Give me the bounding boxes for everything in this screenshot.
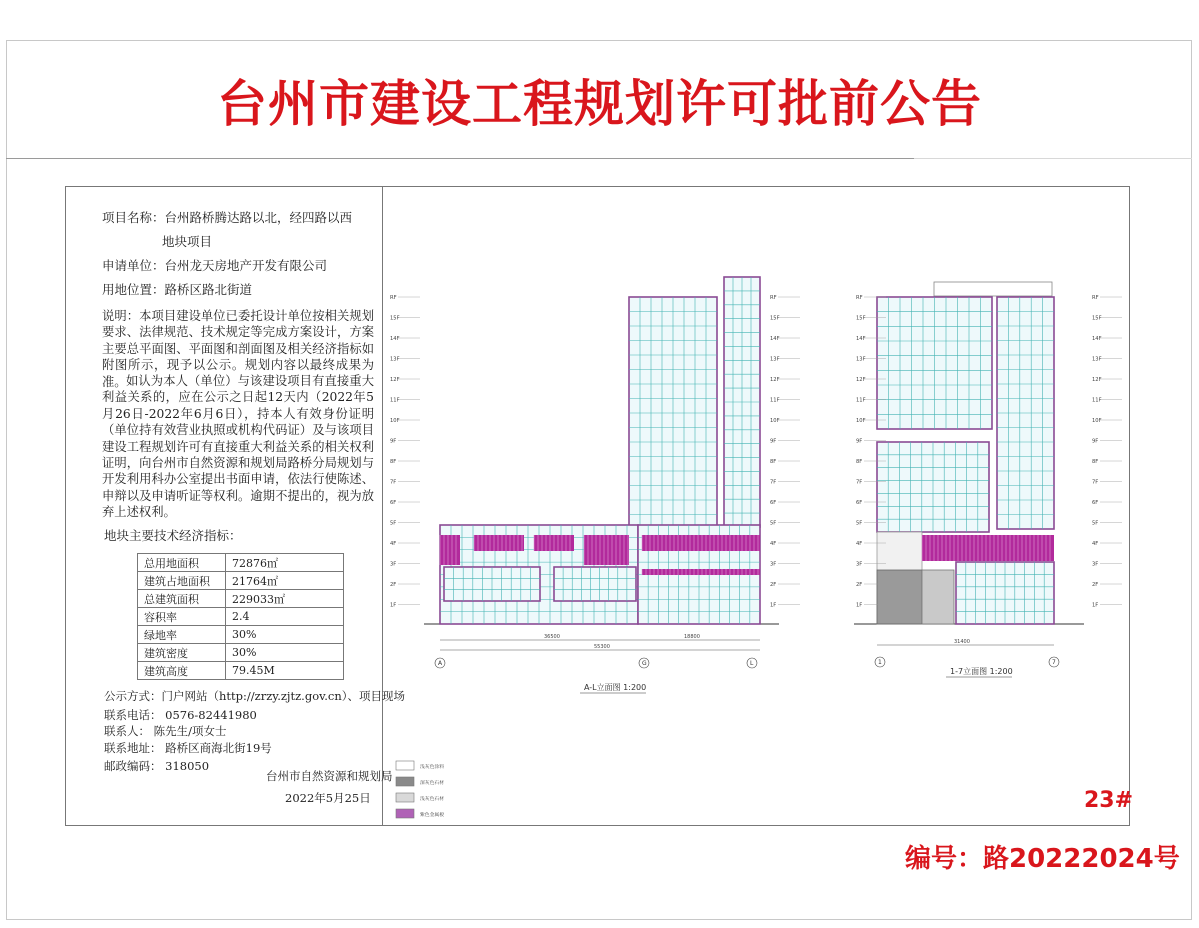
axis-label: 7 — [1052, 659, 1056, 666]
floor-label: 8F — [1092, 459, 1099, 465]
floor-label: 2F — [1092, 582, 1099, 588]
dark-stone-block — [877, 570, 922, 624]
floor-label: 4F — [390, 541, 397, 547]
project-name-line2: 地块项目 — [162, 234, 213, 249]
floor-label: 6F — [856, 500, 863, 506]
podium-band-3 — [534, 535, 574, 551]
storefront-1 — [444, 567, 540, 601]
podium-band-5 — [642, 535, 760, 551]
indicator-value: 72876㎡ — [226, 554, 344, 572]
floor-label: 10F — [390, 418, 400, 424]
indicator-label: 建筑密度 — [138, 644, 226, 662]
notice-number-badge: 23# — [1084, 788, 1134, 813]
floor-label: 11F — [770, 397, 780, 404]
floor-label: 7F — [390, 479, 397, 486]
legend-swatch — [396, 809, 414, 818]
floor-label: 2F — [390, 582, 397, 588]
serial-number: 编号：路20222024号 — [905, 844, 1180, 874]
floor-label: 4F — [856, 541, 863, 547]
elevation-2-title: 1-7立面图 1:200 — [950, 667, 1013, 676]
floor-label: 14F — [856, 336, 866, 342]
floor-label: 4F — [770, 541, 777, 547]
floor-label: 3F — [856, 561, 863, 568]
floor-label: 8F — [770, 459, 777, 465]
floor-label: 13F — [856, 356, 866, 363]
floor-label: 14F — [1092, 336, 1102, 342]
indicator-label: 总用地面积 — [138, 554, 226, 572]
podium-band-1-fill — [440, 535, 460, 565]
floor-label: 9F — [390, 438, 397, 445]
floor-label: RF — [390, 295, 397, 301]
dimension-lines — [435, 634, 1059, 668]
tower-b — [724, 277, 760, 527]
floor-label: 2F — [856, 582, 863, 588]
floor-label: 8F — [856, 459, 863, 465]
indicator-row — [138, 662, 344, 680]
axis-label: G — [642, 660, 647, 667]
podium-band-6 — [642, 569, 760, 575]
floor-label: 13F — [770, 356, 780, 363]
stone-block-2 — [922, 570, 954, 624]
floor-label: 12F — [770, 377, 780, 383]
dim-text: 36500 — [544, 634, 560, 640]
floor-label: 12F — [856, 377, 866, 383]
floor-label: 4F — [1092, 541, 1099, 547]
storefront-2-outline — [554, 567, 636, 601]
dim-text: 31400 — [954, 639, 970, 645]
land-location: 用地位置：路桥区路北街道 — [102, 282, 253, 297]
legend-swatch — [396, 761, 414, 770]
indicators-table — [137, 553, 344, 680]
elevation-a-l — [424, 277, 779, 624]
applicant: 申请单位：台州龙天房地产开发有限公司 — [102, 258, 328, 273]
issue-date: 2022年5月25日 — [285, 791, 371, 805]
indicator-value: 30% — [226, 644, 344, 662]
tower-e — [877, 442, 989, 532]
indicator-row — [138, 572, 344, 590]
floor-label: 7F — [770, 479, 777, 486]
title-divider-light — [914, 158, 1192, 159]
floor-label: 14F — [390, 336, 400, 342]
material-legend — [396, 761, 444, 818]
podium-band-right — [922, 535, 1054, 561]
floor-label: 15F — [856, 315, 866, 322]
indicator-value: 229033㎡ — [226, 590, 344, 608]
project-name-line1: 项目名称：台州路桥腾达路以北，经四路以西 — [102, 210, 353, 225]
indicator-value: 2.4 — [226, 608, 344, 626]
elevation-1-title: A-L立面图 1:200 — [584, 683, 647, 692]
indicators-heading: 地块主要技术经济指标： — [104, 528, 242, 543]
floor-label: 11F — [1092, 397, 1102, 404]
title-divider — [6, 158, 914, 159]
floor-label: 13F — [390, 356, 400, 363]
floor-label: 7F — [856, 479, 863, 486]
storefront-2 — [554, 567, 636, 601]
floor-label: 1F — [1092, 602, 1099, 609]
floor-label: 14F — [770, 336, 780, 342]
tower-a — [629, 297, 717, 529]
elevation-1-7 — [854, 282, 1084, 624]
issuing-org: 台州市自然资源和规划局 — [266, 769, 393, 783]
elevation-drawing — [384, 187, 1129, 825]
podium-band-2 — [474, 535, 524, 551]
podium-band-2-fill — [474, 535, 524, 551]
floor-label: 1F — [770, 602, 777, 609]
axis-label: 1 — [878, 659, 882, 666]
indicator-row — [138, 554, 344, 572]
floor-label: 9F — [770, 438, 777, 445]
contact-phone: 联系电话： 0576-82441980 — [104, 708, 257, 722]
floor-label: 10F — [1092, 418, 1102, 424]
podium-band-4-fill — [584, 535, 629, 565]
floor-label: 6F — [770, 500, 777, 506]
notice-para-1: 说明：本项目建设单位已委托设计单位按相关规划要求、法律规范、技术规定等完成方案设计，方案主要总平面图、平面图和剖面图及相关经济指标如附图所示，现予以公示。规划内容以最终成果为准。 — [102, 309, 374, 389]
floor-label: RF — [856, 295, 863, 301]
floor-label: 15F — [1092, 315, 1102, 322]
floor-label: 7F — [1092, 479, 1099, 486]
floor-label: 9F — [856, 438, 863, 445]
indicator-label: 建筑占地面积 — [138, 572, 226, 590]
contact-person: 联系人： 陈先生/项女士 — [104, 724, 227, 738]
floor-label: 15F — [390, 315, 400, 322]
notice-para-2: 如认为本人（单位）与该建设项目有直接重大利益关系的，应在公示之日起12天内（2022年5月26日-2022年6月6日），持本人有效身份证明（单位持有效营业执照或机构代码证）及与该项目建设工程规划许可有直接重大利益关系的相关权利证明，向台州市自然资源和规划局路桥分局规划与开发利用科办公室提出书面申请，依法行使陈述、申辩以及申请听证等权利。逾期不提出的，视为放弃上述权利。 — [102, 374, 374, 520]
floor-label: 3F — [770, 561, 777, 568]
indicator-label: 建筑高度 — [138, 662, 226, 680]
floor-label: 12F — [1092, 377, 1102, 383]
floor-label: 5F — [770, 520, 777, 527]
floor-label: 15F — [770, 315, 780, 322]
floor-label: 9F — [1092, 438, 1099, 445]
floor-label: 5F — [390, 520, 397, 527]
legend-label: 浅灰色涂料 — [420, 765, 444, 770]
podium-band-4 — [584, 535, 629, 565]
floor-label: 6F — [390, 500, 397, 506]
tower-c — [877, 297, 992, 429]
floor-label: 8F — [390, 459, 397, 465]
floor-label: RF — [1092, 295, 1099, 301]
floor-label: RF — [770, 295, 777, 301]
tower-d — [997, 297, 1054, 529]
notice-title: 台州市建设工程规划许可批前公告 — [217, 75, 982, 133]
floor-label: 11F — [856, 397, 866, 404]
floor-label: 10F — [770, 418, 780, 424]
roof-structure — [934, 282, 1052, 296]
legend-label: 浅灰色石材 — [420, 797, 444, 802]
indicator-value: 79.45M — [226, 662, 344, 680]
indicator-label: 绿地率 — [138, 626, 226, 644]
publicity-method: 公示方式：门户网站（http://zrzy.zjtz.gov.cn）、项目现场 — [104, 689, 406, 703]
indicator-row — [138, 590, 344, 608]
floor-label: 3F — [390, 561, 397, 568]
floor-label: 1F — [390, 602, 397, 609]
floor-label: 13F — [1092, 356, 1102, 363]
indicator-row — [138, 644, 344, 662]
podium-band-1 — [440, 535, 460, 565]
postcode: 邮政编码： 318050 — [104, 759, 210, 773]
floor-label: 11F — [390, 397, 400, 404]
indicator-value: 30% — [226, 626, 344, 644]
indicator-label: 容积率 — [138, 608, 226, 626]
legend-swatch — [396, 793, 414, 802]
floor-label: 1F — [856, 602, 863, 609]
legend-label: 紫色金属板 — [420, 813, 444, 818]
dim-text: 55300 — [594, 644, 610, 650]
dim-text: 18800 — [684, 634, 700, 640]
floor-label: 12F — [390, 377, 400, 383]
floor-label: 5F — [856, 520, 863, 527]
indicator-label: 总建筑面积 — [138, 590, 226, 608]
floor-label: 6F — [1092, 500, 1099, 506]
floor-label: 3F — [1092, 561, 1099, 568]
indicator-row — [138, 608, 344, 626]
indicator-value: 21764㎡ — [226, 572, 344, 590]
floor-label: 2F — [770, 582, 777, 588]
legend-label: 深灰色石材 — [420, 781, 444, 786]
indicator-row — [138, 626, 344, 644]
axis-label: L — [750, 660, 754, 667]
podium-glass-right — [956, 562, 1054, 624]
legend-swatch — [396, 777, 414, 786]
floor-label: 10F — [856, 418, 866, 424]
floor-label: 5F — [1092, 520, 1099, 527]
axis-label: A — [438, 660, 443, 667]
contact-address: 联系地址： 路桥区商海北街19号 — [104, 741, 272, 755]
